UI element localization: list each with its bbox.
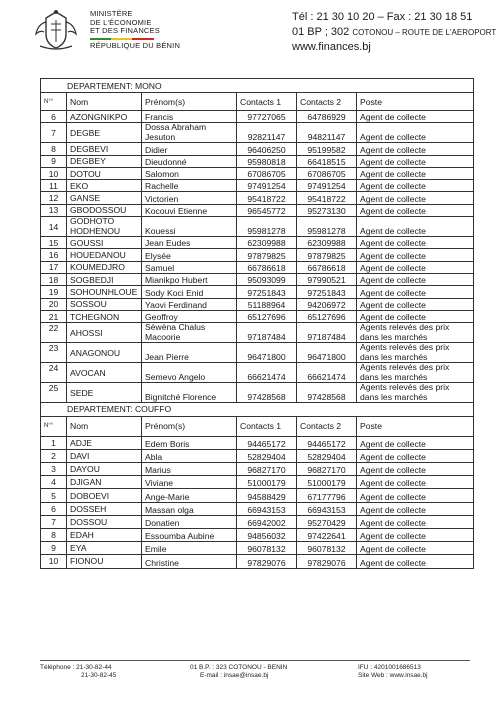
- row-number: 19: [41, 286, 67, 298]
- row-contact2: 52829404: [297, 449, 357, 462]
- row-contact2: 66418515: [297, 155, 357, 167]
- row-number: 15: [41, 237, 67, 249]
- row-contact1: 94588429: [237, 489, 297, 502]
- row-poste: Agents relevés des prix dans les marchés: [357, 383, 474, 403]
- row-number: 2: [41, 449, 67, 462]
- address-city: COTONOU – ROUTE DE L'AEROPORT: [352, 27, 497, 37]
- row-prenom: Francis: [142, 111, 237, 123]
- col-header-poste: Poste: [357, 93, 474, 111]
- table-row: [41, 204, 474, 216]
- row-contact1: 51188964: [237, 298, 297, 310]
- row-poste: Agent de collecte: [357, 555, 474, 568]
- row-nom: GANSE: [67, 192, 142, 204]
- row-contact1: 97428568: [237, 383, 297, 403]
- table-row: [41, 323, 474, 343]
- row-contact1: 52829404: [237, 449, 297, 462]
- row-poste: Agent de collecte: [357, 180, 474, 192]
- table-row: [41, 363, 474, 383]
- row-nom: EYA: [67, 542, 142, 555]
- row-poste: Agent de collecte: [357, 237, 474, 249]
- row-number: 4: [41, 476, 67, 489]
- col-header-nom: Nom: [67, 416, 142, 436]
- row-contact1: 94465172: [237, 436, 297, 449]
- table-row: [41, 343, 474, 363]
- flag-bar: [90, 38, 154, 40]
- row-prenom: Sody Koci Enid: [142, 286, 237, 298]
- row-poste: Agent de collecte: [357, 515, 474, 528]
- col-header-contact2: Contacts 2: [297, 93, 357, 111]
- row-prenom: Kocouvi Etienne: [142, 204, 237, 216]
- department-header-couffo: DEPARTEMENT: COUFFO: [41, 403, 474, 416]
- col-header-poste: Poste: [357, 416, 474, 436]
- row-nom: DOTOU: [67, 167, 142, 179]
- row-nom: TCHEGNON: [67, 310, 142, 322]
- row-contact1: 97187484: [237, 323, 297, 343]
- row-contact2: 97879825: [297, 249, 357, 261]
- row-contact2: 95273130: [297, 204, 357, 216]
- row-prenom: Geoffroy: [142, 310, 237, 322]
- row-number: 20: [41, 298, 67, 310]
- row-number: 9: [41, 155, 67, 167]
- row-contact1: 97491254: [237, 180, 297, 192]
- table-row: [41, 192, 474, 204]
- couffo-table: [40, 403, 474, 568]
- footer-ifu: IFU : 4201001686513: [358, 664, 421, 671]
- row-number: 6: [41, 502, 67, 515]
- row-prenom: Christine: [142, 555, 237, 568]
- ministry-line: MINISTÈRE: [90, 9, 133, 18]
- row-contact1: 97829076: [237, 555, 297, 568]
- table-row: [41, 463, 474, 476]
- row-number: 24: [41, 363, 67, 383]
- row-poste: Agent de collecte: [357, 249, 474, 261]
- row-contact2: 97990521: [297, 273, 357, 285]
- row-prenom: Emile: [142, 542, 237, 555]
- row-contact1: 95418722: [237, 192, 297, 204]
- row-number: 14: [41, 217, 67, 237]
- row-prenom: Edem Boris: [142, 436, 237, 449]
- row-contact2: 65127696: [297, 310, 357, 322]
- row-contact2: 66621474: [297, 363, 357, 383]
- row-prenom: Yaovi Ferdinand: [142, 298, 237, 310]
- row-contact2: 97491254: [297, 180, 357, 192]
- footer-phone-1: Téléphone : 21-30-82-44: [40, 664, 112, 671]
- table-row: [41, 528, 474, 541]
- row-contact1: 95093099: [237, 273, 297, 285]
- row-nom: AVOCAN: [67, 363, 142, 383]
- mono-table: [40, 78, 474, 403]
- row-poste: Agent de collecte: [357, 528, 474, 541]
- row-contact1: 66943153: [237, 502, 297, 515]
- table-row: [41, 249, 474, 261]
- table-row: [41, 143, 474, 155]
- row-number: 10: [41, 167, 67, 179]
- row-contact1: 66786618: [237, 261, 297, 273]
- row-prenom: Semevo Angelo: [142, 363, 237, 383]
- row-contact1: 66942002: [237, 515, 297, 528]
- row-contact1: 51000179: [237, 476, 297, 489]
- footer-phones: [40, 664, 116, 680]
- row-contact2: 95199582: [297, 143, 357, 155]
- row-prenom: Elysée: [142, 249, 237, 261]
- row-contact2: 95981278: [297, 217, 357, 237]
- row-prenom: Abla: [142, 449, 237, 462]
- table-row: [41, 489, 474, 502]
- row-poste: Agent de collecte: [357, 217, 474, 237]
- row-contact2: 97428568: [297, 383, 357, 403]
- col-header-contact2: Contacts 2: [297, 416, 357, 436]
- table-row: [41, 555, 474, 568]
- row-contact2: 67086705: [297, 167, 357, 179]
- row-number: 5: [41, 489, 67, 502]
- table-row: [41, 237, 474, 249]
- row-prenom: Jean Eudes: [142, 237, 237, 249]
- row-contact2: 97187484: [297, 323, 357, 343]
- row-nom: DAYOU: [67, 463, 142, 476]
- row-contact1: 66621474: [237, 363, 297, 383]
- footer-website[interactable]: Site Web : www.insae.bj: [358, 672, 428, 679]
- row-contact2: 64786929: [297, 111, 357, 123]
- footer-email[interactable]: E-mail : insae@insae.bj: [200, 672, 269, 679]
- row-number: 23: [41, 343, 67, 363]
- table-row: [41, 449, 474, 462]
- table-row: [41, 383, 474, 403]
- col-header-contact1: Contacts 1: [237, 93, 297, 111]
- row-contact2: 96078132: [297, 542, 357, 555]
- row-contact1: 95981278: [237, 217, 297, 237]
- row-poste: Agents relevés des prix dans les marchés: [357, 323, 474, 343]
- row-number: 10: [41, 555, 67, 568]
- row-nom: SOHOUNHLOUE: [67, 286, 142, 298]
- row-prenom: Bignitché Florence: [142, 383, 237, 403]
- row-poste: Agent de collecte: [357, 502, 474, 515]
- row-contact2: 62309988: [297, 237, 357, 249]
- col-header-prenom: Prénom(s): [142, 416, 237, 436]
- row-prenom: Donatien: [142, 515, 237, 528]
- table-row: [41, 298, 474, 310]
- table-row: [41, 123, 474, 143]
- row-prenom: Dossa Abraham Jesuton: [142, 123, 237, 143]
- footer-bp: 01 B.P. : 323 COTONOU - BENIN: [190, 664, 288, 671]
- row-poste: Agent de collecte: [357, 273, 474, 285]
- row-nom: DOSSEH: [67, 502, 142, 515]
- row-contact2: 95270429: [297, 515, 357, 528]
- table-row: [41, 217, 474, 237]
- row-number: 6: [41, 111, 67, 123]
- row-nom: DEGBE: [67, 123, 142, 143]
- row-poste: Agent de collecte: [357, 489, 474, 502]
- row-contact2: 97422641: [297, 528, 357, 541]
- table-row: [41, 261, 474, 273]
- table-header-row: [41, 416, 474, 436]
- row-number: 3: [41, 463, 67, 476]
- row-prenom: Dieudonné: [142, 155, 237, 167]
- address-main: 01 BP ; 302: [292, 25, 353, 38]
- row-contact2: 67177796: [297, 489, 357, 502]
- row-prenom: Sèwèna Chalus Macoorie: [142, 323, 237, 343]
- row-contact1: 96471800: [237, 343, 297, 363]
- table-row: [41, 111, 474, 123]
- row-contact1: 65127696: [237, 310, 297, 322]
- col-header-nom: Nom: [67, 93, 142, 111]
- row-contact1: 94856032: [237, 528, 297, 541]
- row-contact1: 96406250: [237, 143, 297, 155]
- row-poste: Agent de collecte: [357, 204, 474, 216]
- ministry-name: [90, 10, 180, 50]
- row-prenom: Rachelle: [142, 180, 237, 192]
- row-prenom: Samuel: [142, 261, 237, 273]
- footer-divider: [40, 660, 470, 661]
- row-poste: Agent de collecte: [357, 542, 474, 555]
- row-poste: Agent de collecte: [357, 310, 474, 322]
- row-poste: Agent de collecte: [357, 192, 474, 204]
- ministry-contact: [292, 10, 496, 55]
- row-nom: DOSSOU: [67, 515, 142, 528]
- row-poste: Agent de collecte: [357, 167, 474, 179]
- row-nom: ADJE: [67, 436, 142, 449]
- row-nom: KOUMEDJRO: [67, 261, 142, 273]
- row-number: 7: [41, 123, 67, 143]
- row-prenom: Mianikpo Hubert: [142, 273, 237, 285]
- table-row: [41, 273, 474, 285]
- row-contact2: 66786618: [297, 261, 357, 273]
- table-row: [41, 542, 474, 555]
- row-contact2: 97251843: [297, 286, 357, 298]
- row-contact1: 96078132: [237, 542, 297, 555]
- row-contact2: 95418722: [297, 192, 357, 204]
- row-nom: GODHOTO HODHENOU: [67, 217, 142, 237]
- address-line: [292, 25, 496, 41]
- ministry-line: ET DES FINANCES: [90, 26, 160, 36]
- row-prenom: Salomon: [142, 167, 237, 179]
- table-row: [41, 180, 474, 192]
- row-nom: DOBOEVI: [67, 489, 142, 502]
- row-contact1: 67086705: [237, 167, 297, 179]
- row-poste: Agent de collecte: [357, 155, 474, 167]
- row-nom: FIONOU: [67, 555, 142, 568]
- row-contact1: 95980818: [237, 155, 297, 167]
- row-contact2: 96827170: [297, 463, 357, 476]
- row-prenom: Marius: [142, 463, 237, 476]
- row-contact1: 62309988: [237, 237, 297, 249]
- row-poste: Agent de collecte: [357, 286, 474, 298]
- department-header-mono: DEPARTEMENT: MONO: [41, 79, 474, 93]
- row-contact2: 94821147: [297, 123, 357, 143]
- row-number: 25: [41, 383, 67, 403]
- row-nom: DJIGAN: [67, 476, 142, 489]
- row-poste: Agent de collecte: [357, 111, 474, 123]
- row-nom: DEGBEVI: [67, 143, 142, 155]
- row-prenom: Massan olga: [142, 502, 237, 515]
- table-row: [41, 155, 474, 167]
- row-nom: DEGBEY: [67, 155, 142, 167]
- row-contact2: 96471800: [297, 343, 357, 363]
- col-header-prenom: Prénom(s): [142, 93, 237, 111]
- table-header-row: [41, 93, 474, 111]
- col-header-num: N°°: [41, 416, 67, 436]
- table-row: [41, 476, 474, 489]
- table-row: [41, 310, 474, 322]
- row-nom: SOGBEDJI: [67, 273, 142, 285]
- row-poste: Agent de collecte: [357, 261, 474, 273]
- row-poste: Agents relevés des prix dans les marchés: [357, 343, 474, 363]
- row-prenom: Ange-Marie: [142, 489, 237, 502]
- footer-address: [190, 664, 287, 680]
- table-row: [41, 515, 474, 528]
- row-poste: Agent de collecte: [357, 123, 474, 143]
- letterhead: [0, 0, 500, 70]
- row-contact2: 66943153: [297, 502, 357, 515]
- row-number: 7: [41, 515, 67, 528]
- table-row: [41, 502, 474, 515]
- row-poste: Agent de collecte: [357, 143, 474, 155]
- row-contact1: 92821147: [237, 123, 297, 143]
- footer-phone-2: 21-30-82-45: [81, 672, 117, 679]
- row-prenom: Viviane: [142, 476, 237, 489]
- row-number: 12: [41, 192, 67, 204]
- row-nom: AZONGNIKPO: [67, 111, 142, 123]
- row-prenom: Kouessi: [142, 217, 237, 237]
- row-prenom: Didier: [142, 143, 237, 155]
- row-number: 17: [41, 261, 67, 273]
- row-nom: DAVI: [67, 449, 142, 462]
- row-nom: GOUSSI: [67, 237, 142, 249]
- tel-fax: Tél : 21 30 10 20 – Fax : 21 30 18 51: [292, 11, 473, 23]
- row-nom: SEDE: [67, 383, 142, 403]
- website-link[interactable]: www.finances.bj: [292, 41, 371, 53]
- table-row: [41, 286, 474, 298]
- footer-ids: [358, 664, 428, 680]
- row-prenom: Essoumba Aubine: [142, 528, 237, 541]
- row-prenom: Jean Pierre: [142, 343, 237, 363]
- row-poste: Agent de collecte: [357, 436, 474, 449]
- row-number: 18: [41, 273, 67, 285]
- row-number: 9: [41, 542, 67, 555]
- row-nom: GBODOSSOU: [67, 204, 142, 216]
- row-poste: Agent de collecte: [357, 463, 474, 476]
- row-nom: SOSSOU: [67, 298, 142, 310]
- row-contact1: 97879825: [237, 249, 297, 261]
- col-header-num: N°°: [41, 93, 67, 111]
- row-number: 16: [41, 249, 67, 261]
- row-contact1: 96827170: [237, 463, 297, 476]
- row-contact1: 97251843: [237, 286, 297, 298]
- row-number: 8: [41, 528, 67, 541]
- row-number: 13: [41, 204, 67, 216]
- row-nom: EDAH: [67, 528, 142, 541]
- table-row: [41, 167, 474, 179]
- row-number: 8: [41, 143, 67, 155]
- coat-of-arms-icon: [32, 8, 80, 54]
- row-number: 22: [41, 323, 67, 343]
- row-contact2: 97829076: [297, 555, 357, 568]
- row-nom: HOUEDANOU: [67, 249, 142, 261]
- row-number: 21: [41, 310, 67, 322]
- row-poste: Agent de collecte: [357, 476, 474, 489]
- table-row: [41, 436, 474, 449]
- row-nom: ANAGONOU: [67, 343, 142, 363]
- row-number: 1: [41, 436, 67, 449]
- row-nom: EKO: [67, 180, 142, 192]
- row-poste: Agent de collecte: [357, 298, 474, 310]
- row-poste: Agent de collecte: [357, 449, 474, 462]
- row-contact2: 94465172: [297, 436, 357, 449]
- row-nom: AHOSSI: [67, 323, 142, 343]
- republic-name: RÉPUBLIQUE DU BÉNIN: [90, 40, 181, 50]
- row-number: 11: [41, 180, 67, 192]
- staff-tables: [40, 78, 473, 569]
- row-contact2: 51000179: [297, 476, 357, 489]
- row-prenom: Victorien: [142, 192, 237, 204]
- ministry-line: DE L'ÉCONOMIE: [90, 17, 152, 27]
- row-contact2: 94206972: [297, 298, 357, 310]
- row-poste: Agents relevés des prix dans les marchés: [357, 363, 474, 383]
- col-header-contact1: Contacts 1: [237, 416, 297, 436]
- row-contact1: 96545772: [237, 204, 297, 216]
- row-contact1: 97727065: [237, 111, 297, 123]
